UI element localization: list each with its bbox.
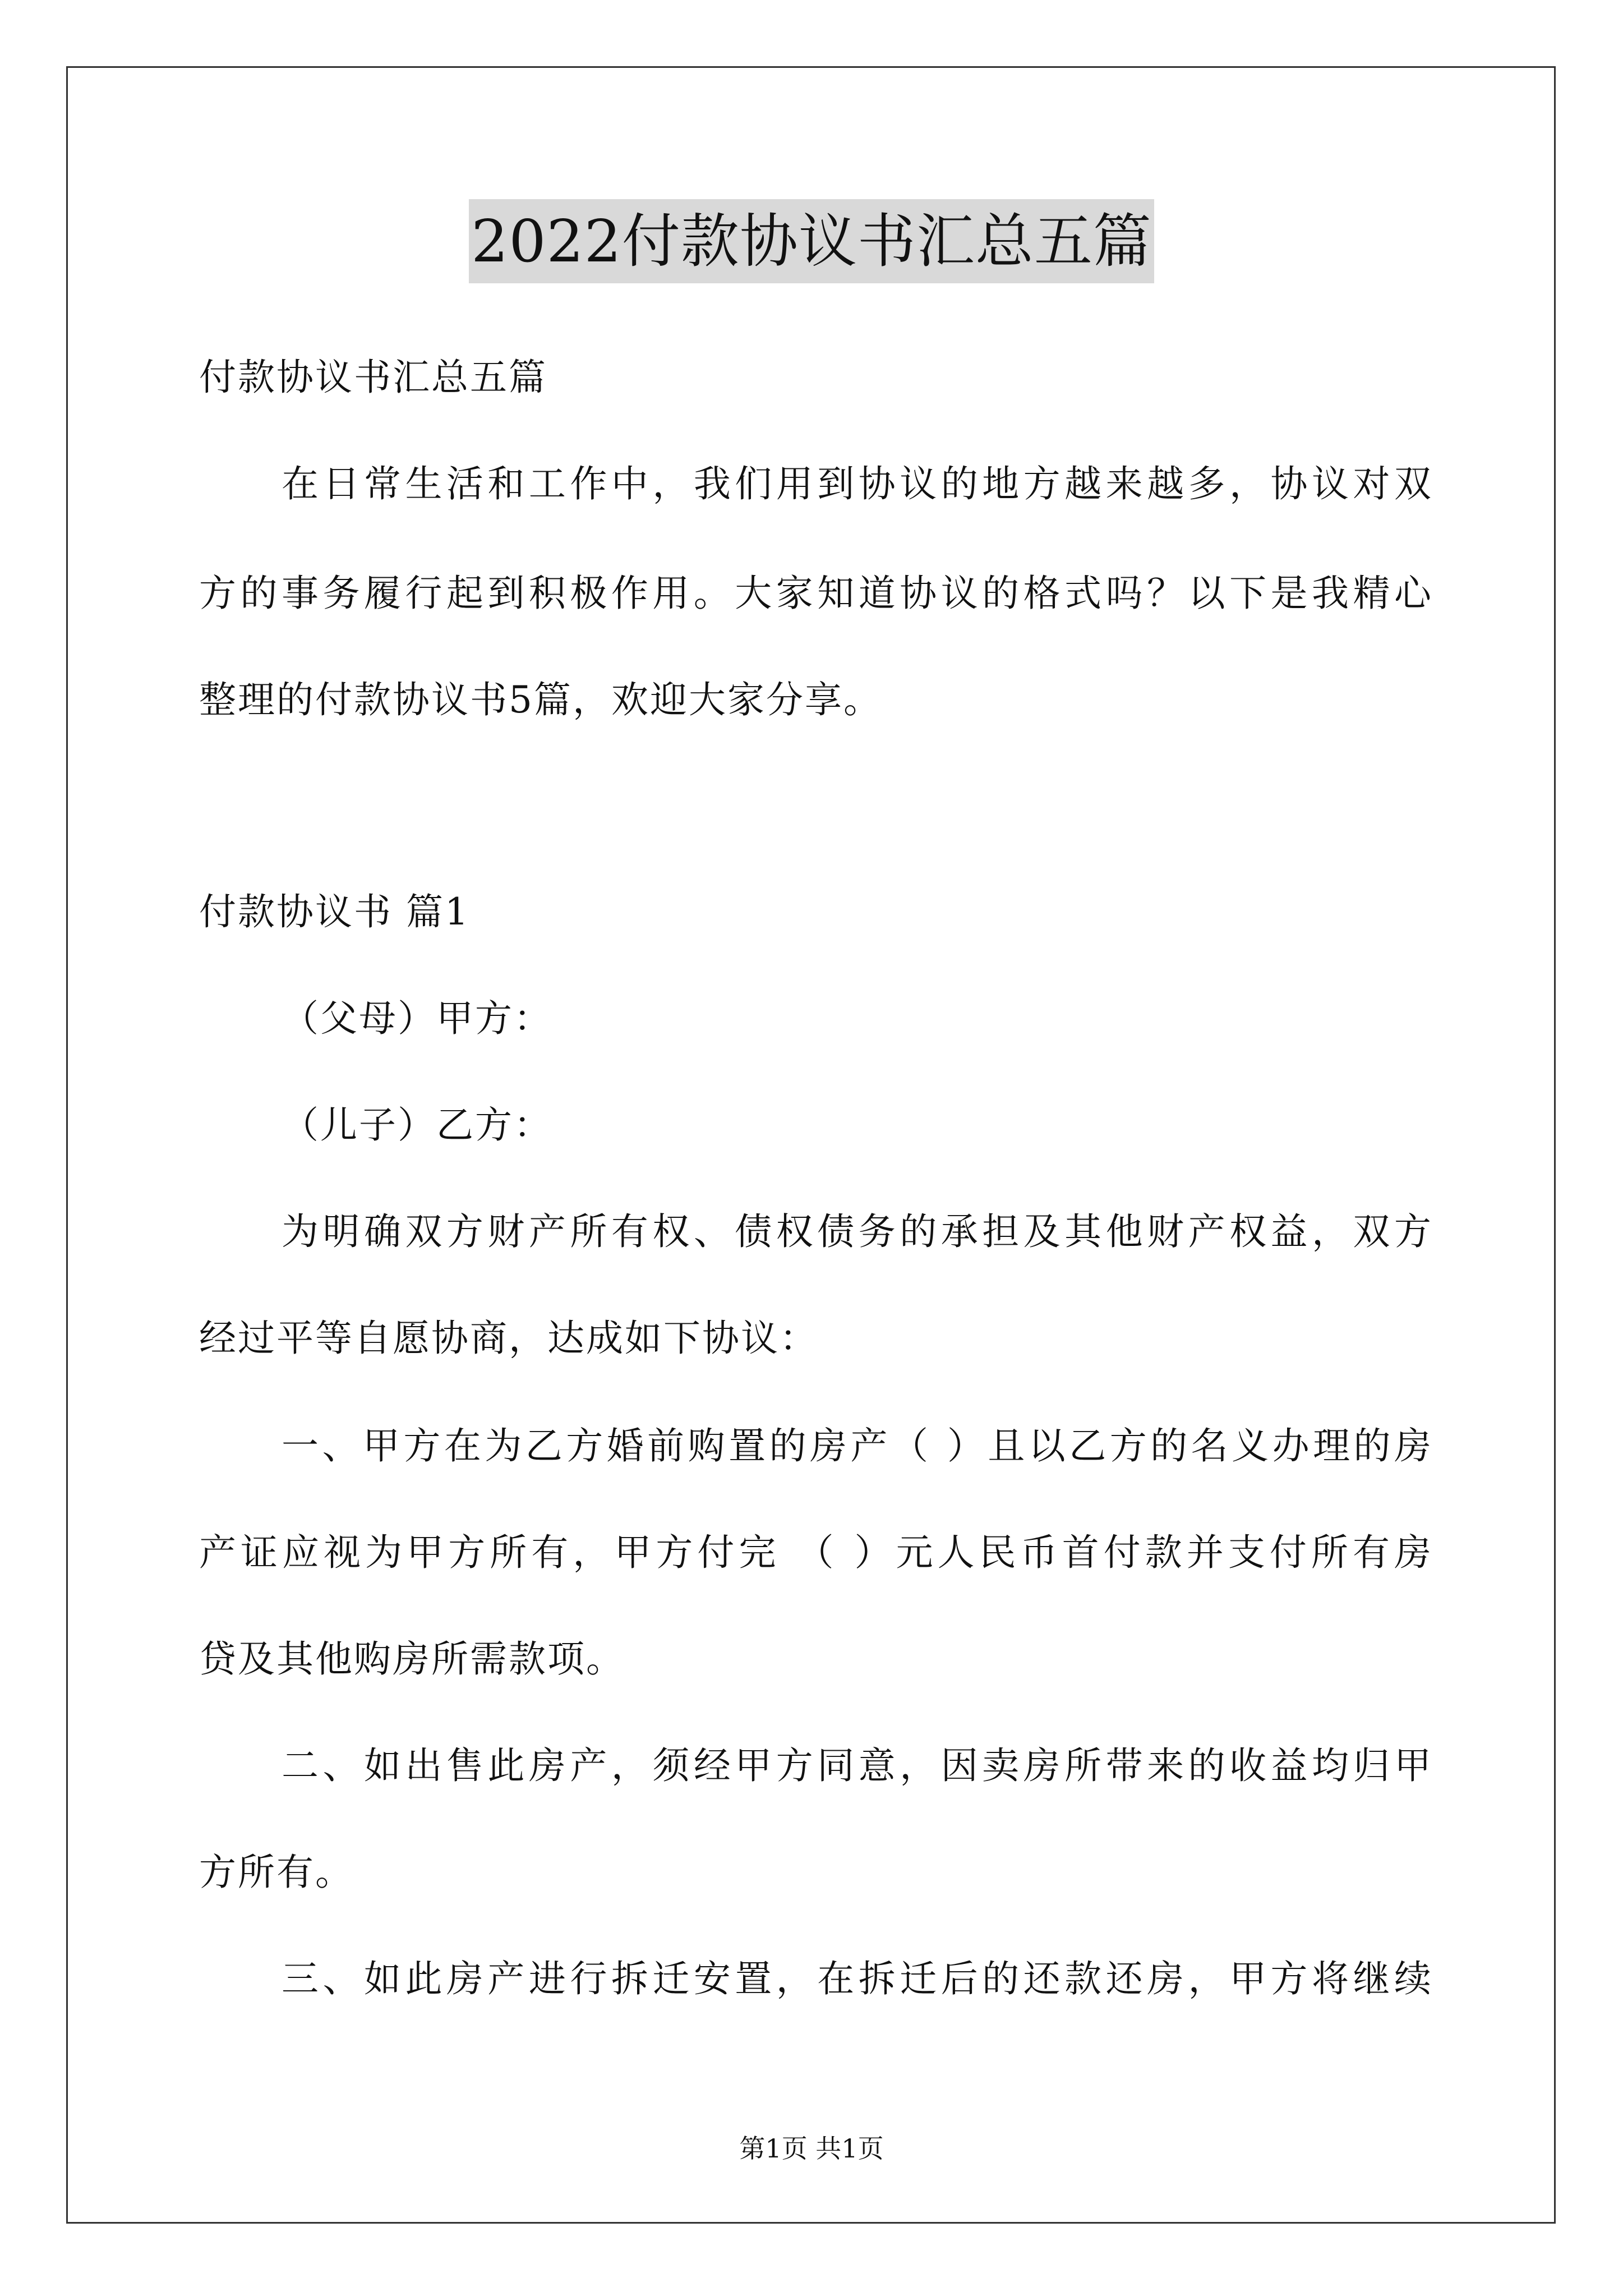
intro-line-3: 整理的付款协议书5篇，欢迎大家分享。 bbox=[199, 678, 882, 721]
title-container bbox=[0, 199, 1623, 283]
clause1-line-2: 产证应视为甲方所有，甲方付完 （ ）元人民币首付款并支付所有房 bbox=[199, 1531, 1433, 1574]
document-subtitle: 付款协议书汇总五篇 bbox=[199, 356, 547, 399]
clause3-line-1: 三、如此房产进行拆迁安置，在拆迁后的还款还房，甲方将继续 bbox=[282, 1957, 1433, 2000]
party-b-line: （儿子）乙方： bbox=[282, 1103, 552, 1147]
intro-line-1: 在日常生活和工作中，我们用到协议的地方越来越多，协议对双 bbox=[282, 462, 1433, 505]
party-a-line: （父母）甲方： bbox=[282, 997, 552, 1040]
intro-line-2: 方的事务履行起到积极作用。大家知道协议的格式吗？以下是我精心 bbox=[199, 572, 1433, 615]
purpose-line-2: 经过平等自愿协商，达成如下协议： bbox=[199, 1317, 818, 1360]
document-title: 2022付款协议书汇总五篇 bbox=[469, 199, 1154, 283]
clause2-line-1: 二、如出售此房产，须经甲方同意，因卖房所带来的收益均归甲 bbox=[282, 1744, 1433, 1787]
section-heading: 付款协议书 篇1 bbox=[199, 890, 470, 933]
clause1-line-3: 贷及其他购房所需款项。 bbox=[199, 1637, 625, 1681]
purpose-line-1: 为明确双方财产所有权、债权债务的承担及其他财产权益，双方 bbox=[282, 1210, 1433, 1253]
clause1-line-1: 一、甲方在为乙方婚前购置的房产（ ）且以乙方的名义办理的房 bbox=[282, 1424, 1433, 1467]
page-footer: 第1页 共1页 bbox=[739, 2133, 884, 2164]
clause2-line-2: 方所有。 bbox=[199, 1851, 354, 1894]
